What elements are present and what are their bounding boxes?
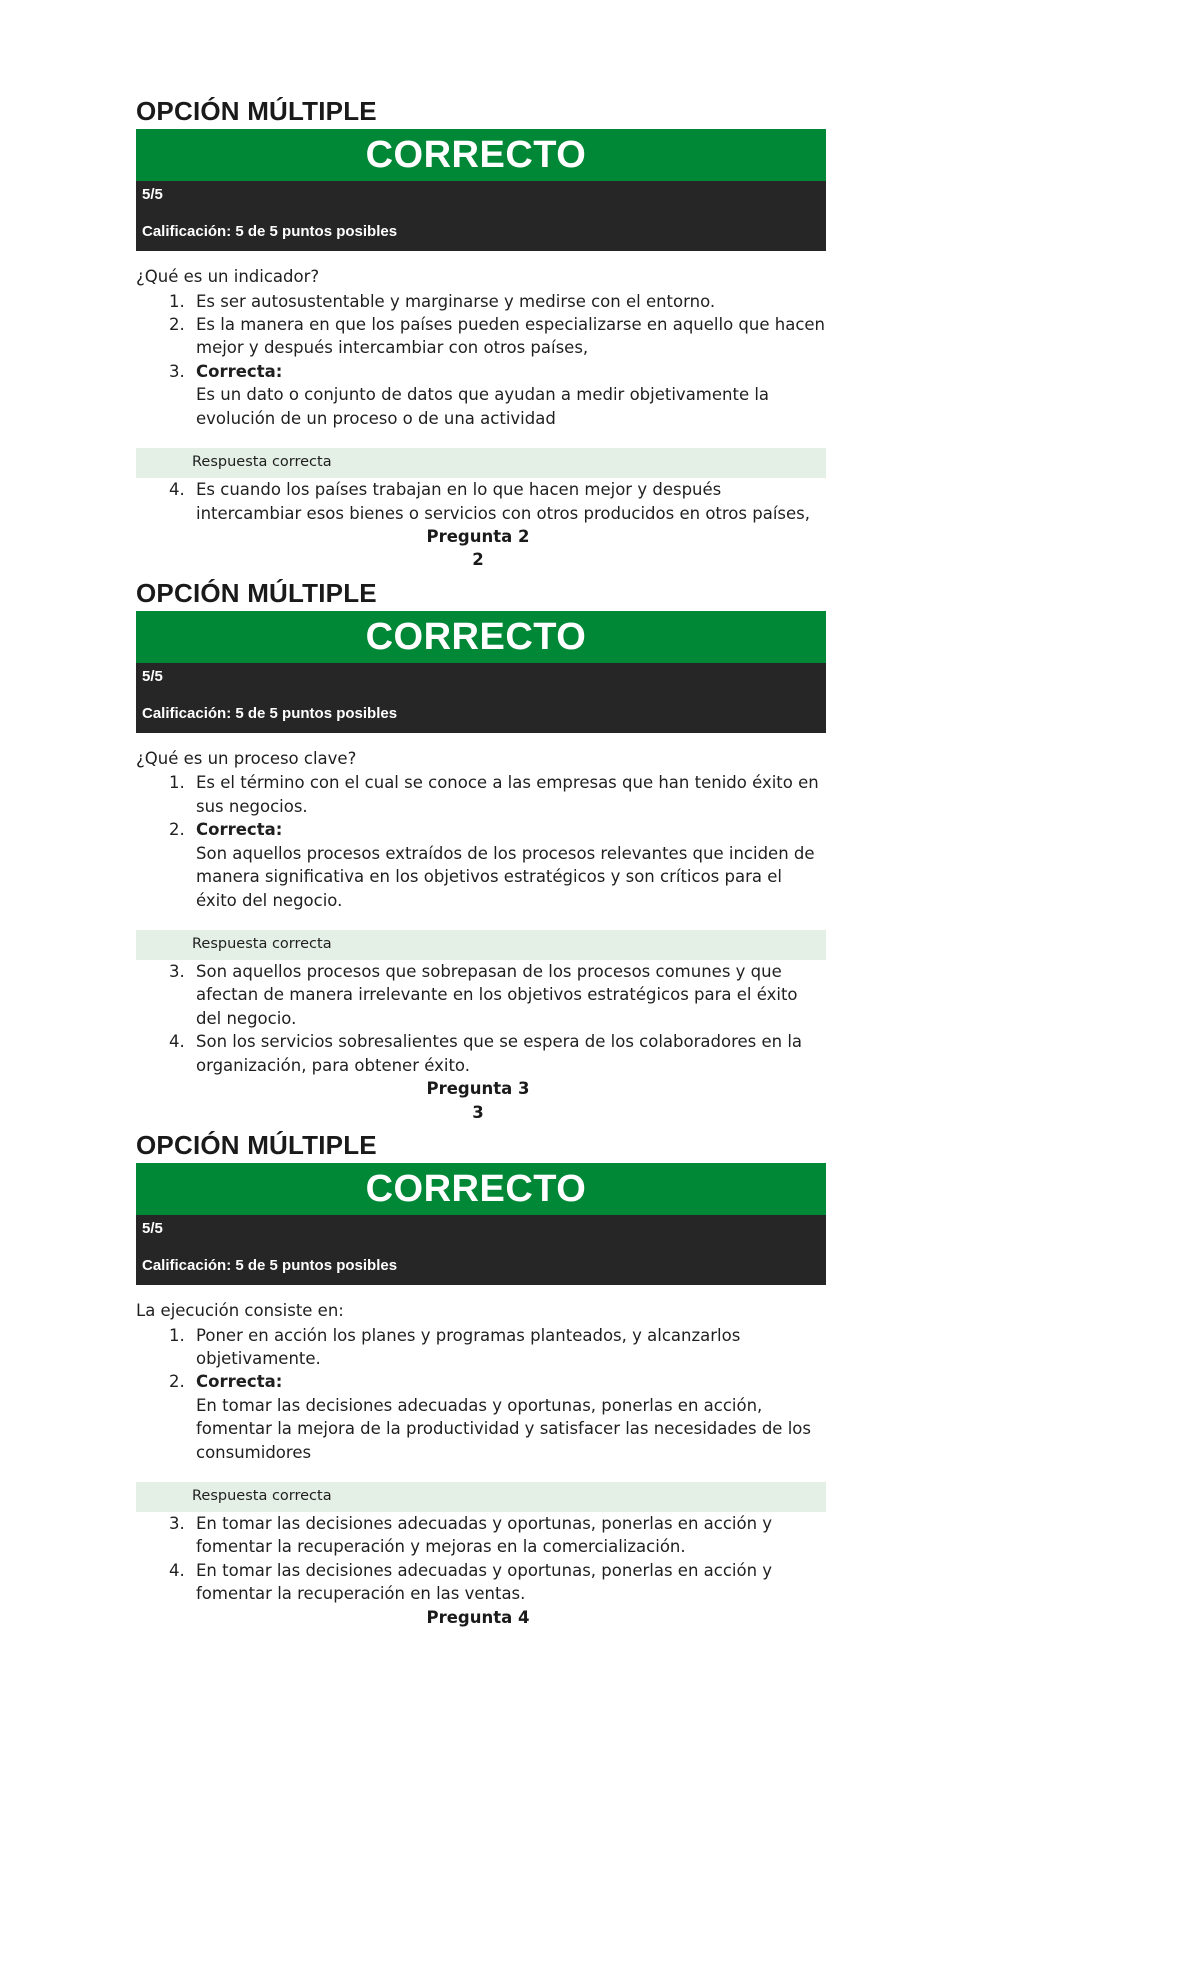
option-item[interactable] bbox=[190, 771, 826, 818]
pregunta-footer bbox=[136, 1077, 826, 1124]
option-text: Poner en acción los planes y programas planteados, y alcanzarlos objetivamente. bbox=[196, 1325, 741, 1368]
options-list-continued bbox=[136, 478, 826, 525]
pregunta-label: Pregunta 2 bbox=[426, 526, 530, 546]
option-item[interactable] bbox=[190, 1030, 826, 1077]
option-text: Es un dato o conjunto de datos que ayudan a medir objetivamente la evolución de un proceso o de una actividad bbox=[196, 385, 770, 428]
respuesta-correcta-strip: Respuesta correcta bbox=[136, 448, 826, 478]
score-fraction: 5/5 bbox=[142, 667, 163, 685]
options-list-continued bbox=[136, 960, 826, 1077]
pregunta-number: 2 bbox=[472, 550, 484, 570]
status-badge-correcto: CORRECTO bbox=[136, 611, 826, 663]
option-text: En tomar las decisiones adecuadas y oportunas, ponerlas en acción, fomentar la mejora de la productividad y satisfacer las necesidades de los consumidores bbox=[196, 1395, 811, 1462]
option-text: Es ser autosustentable y marginarse y medirse con el entorno. bbox=[196, 291, 716, 311]
option-correct-label: Correcta: bbox=[196, 820, 283, 840]
option-text: En tomar las decisiones adecuadas y oportunas, ponerlas en acción y fomentar la recuperación y mejoras en la comercialización. bbox=[196, 1514, 773, 1557]
question-body bbox=[136, 733, 826, 1124]
score-bar bbox=[136, 181, 826, 252]
score-fraction: 5/5 bbox=[142, 185, 163, 203]
option-text: Son aquellos procesos extraídos de los procesos relevantes que inciden de manera significativa en los objetivos estratégicos y son críticos para el éxito del negocio. bbox=[196, 843, 815, 910]
option-correct-label: Correcta: bbox=[196, 1372, 283, 1392]
option-text: Es el término con el cual se conoce a las empresas que han tenido éxito en sus negocios. bbox=[196, 773, 819, 816]
option-item[interactable] bbox=[190, 1559, 826, 1606]
pregunta-number: 3 bbox=[472, 1102, 484, 1122]
option-item[interactable] bbox=[190, 1324, 826, 1371]
option-text: En tomar las decisiones adecuadas y oportunas, ponerlas en acción y fomentar la recuperación en las ventas. bbox=[196, 1560, 773, 1604]
status-badge-correcto: CORRECTO bbox=[136, 129, 826, 181]
pregunta-footer bbox=[136, 1606, 826, 1629]
option-text: Es cuando los países trabajan en lo que hacen mejor y después intercambiar esos bienes o servicios con otros producidos en otros países, bbox=[196, 480, 811, 523]
question-prompt: ¿Qué es un proceso clave? bbox=[136, 749, 357, 768]
question-block bbox=[136, 578, 826, 1124]
option-item[interactable] bbox=[190, 313, 826, 360]
score-detail: Calificación: 5 de 5 puntos posibles bbox=[142, 1257, 398, 1275]
question-type-title: OPCIÓN MÚLTIPLE bbox=[136, 1129, 377, 1160]
option-item-selected[interactable] bbox=[190, 360, 826, 430]
option-item[interactable] bbox=[190, 478, 826, 525]
score-fraction: 5/5 bbox=[142, 1219, 163, 1237]
score-bar bbox=[136, 663, 826, 734]
score-bar bbox=[136, 1215, 826, 1286]
pregunta-label: Pregunta 3 bbox=[426, 1079, 530, 1099]
question-type-title: OPCIÓN MÚLTIPLE bbox=[136, 96, 377, 126]
option-item[interactable] bbox=[190, 1512, 826, 1559]
option-item[interactable] bbox=[190, 960, 826, 1030]
question-prompt: ¿Qué es un indicador? bbox=[136, 267, 320, 287]
question-block bbox=[136, 96, 826, 572]
option-text: Es la manera en que los países pueden especializarse en aquello que hacen mejor y después intercambiar con otros países, bbox=[196, 315, 825, 358]
question-type-title: OPCIÓN MÚLTIPLE bbox=[136, 577, 377, 608]
question-block bbox=[136, 1130, 826, 1629]
score-detail: Calificación: 5 de 5 puntos posibles bbox=[142, 705, 398, 723]
score-detail: Calificación: 5 de 5 puntos posibles bbox=[142, 223, 398, 241]
option-correct-label: Correcta: bbox=[196, 361, 283, 381]
option-item-selected[interactable] bbox=[190, 818, 826, 912]
status-badge-correcto: CORRECTO bbox=[136, 1163, 826, 1215]
question-body bbox=[136, 251, 826, 572]
options-list bbox=[136, 1324, 826, 1465]
options-list-continued bbox=[136, 1512, 826, 1606]
options-list bbox=[136, 290, 826, 431]
question-prompt: La ejecución consiste en: bbox=[136, 1301, 344, 1321]
option-item-selected[interactable] bbox=[190, 1370, 826, 1464]
respuesta-correcta-strip: Respuesta correcta bbox=[136, 930, 826, 960]
pregunta-label: Pregunta 4 bbox=[426, 1607, 530, 1627]
question-body bbox=[136, 1285, 826, 1629]
options-list bbox=[136, 771, 826, 912]
option-text: Son aquellos procesos que sobrepasan de los procesos comunes y que afectan de manera irrelevante en los objetivos estratégicos para el éxito del negocio. bbox=[196, 961, 798, 1028]
option-item[interactable] bbox=[190, 290, 826, 313]
pregunta-footer bbox=[136, 525, 826, 572]
option-text: Son los servicios sobresalientes que se espera de los colaboradores en la organización, para obtener éxito. bbox=[196, 1032, 803, 1075]
respuesta-correcta-strip: Respuesta correcta bbox=[136, 1482, 826, 1512]
quiz-results-content bbox=[136, 96, 826, 1629]
